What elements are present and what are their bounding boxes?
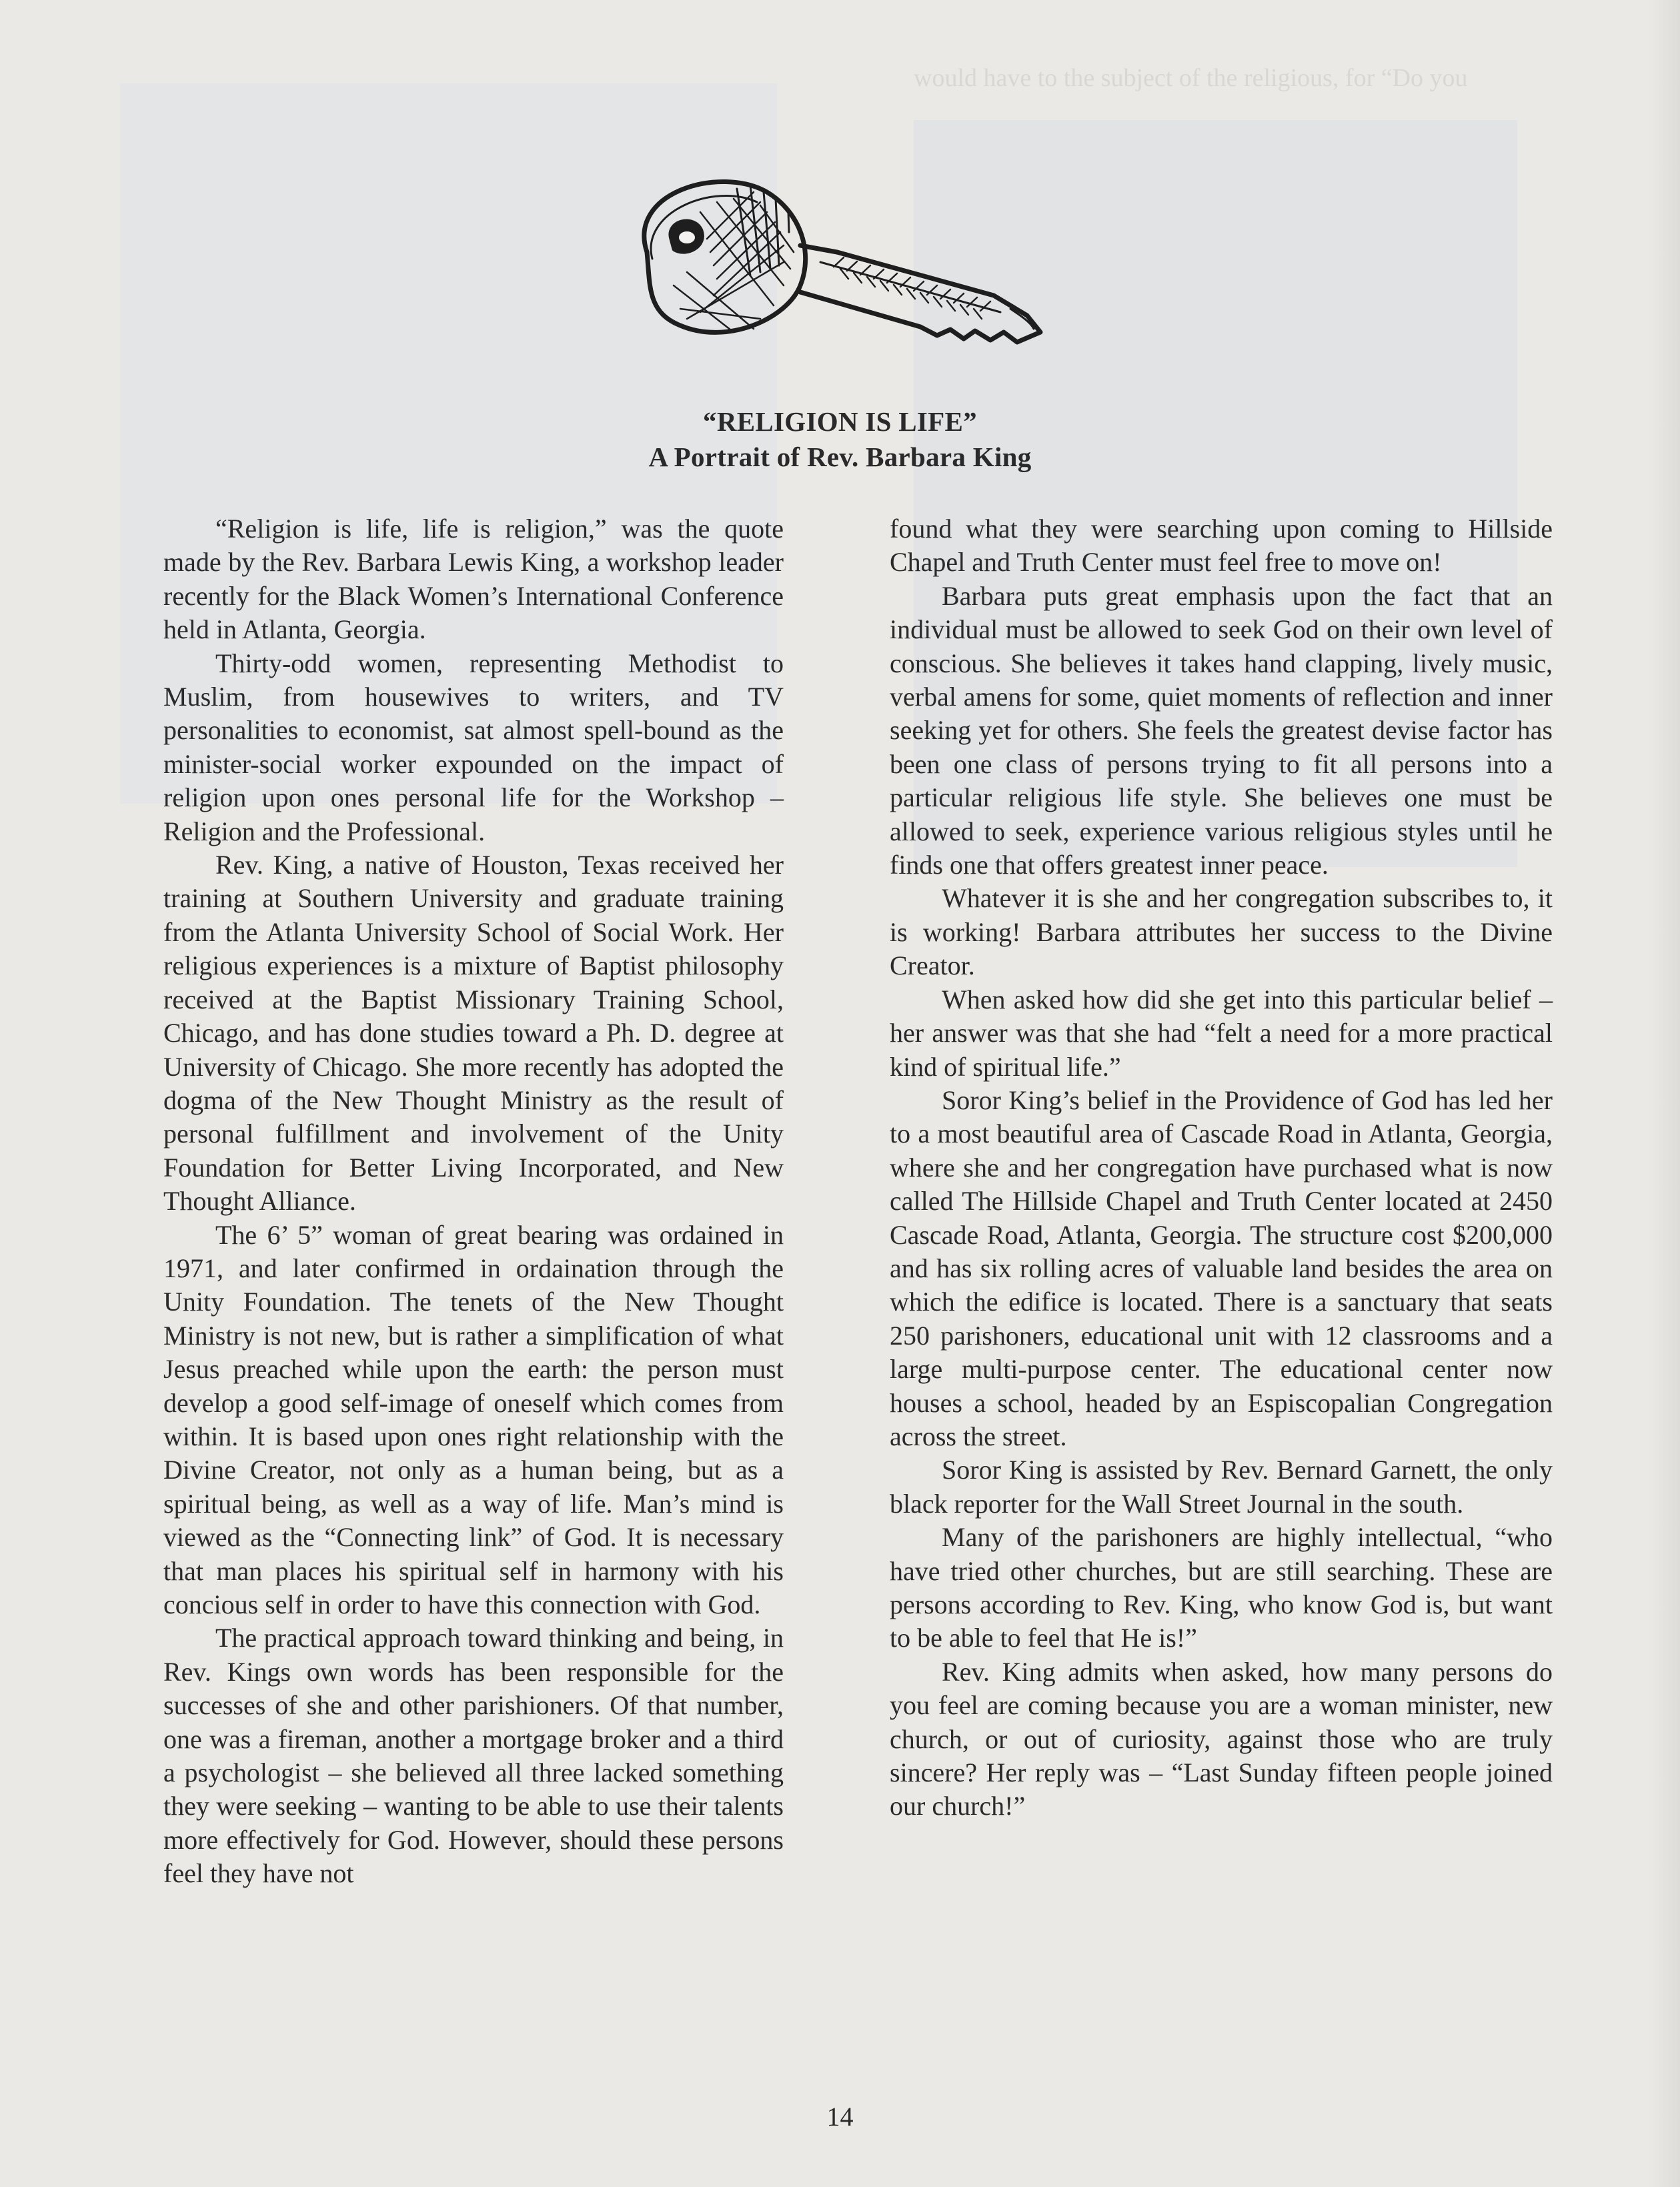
key-illustration bbox=[600, 152, 1067, 379]
article-subtitle: A Portrait of Rev. Barbara King bbox=[648, 442, 1032, 472]
page-number: 14 bbox=[826, 2102, 854, 2132]
left-column bbox=[163, 512, 784, 1891]
paragraph: Barbara puts great emphasis upon the fact that an individual must be allowed to seek God on their own level of conscious. She believes it takes hand clapping, lively music, verbal amens for some, quiet moments of reflection and inner seeking yet for others. She feels the greatest devise factor has been one class of persons trying to fit all persons into a particular religious life style. She believes one must be allowed to seek, experience various religious styles until he finds one that offers greatest inner peace. bbox=[890, 580, 1553, 880]
paragraph: Rev. King admits when asked, how many persons do you feel are coming because you are a woman minister, new church, or out of curiosity, against those who are truly sincere? Her reply was – “Last Sunday fifteen people joined our church!” bbox=[890, 1656, 1553, 1821]
paragraph: Whatever it is she and her congregation subscribes to, it is working! Barbara attributes her success to the Divine Creator. bbox=[890, 883, 1553, 981]
paragraph: Soror King’s belief in the Providence of God has led her to a most beautiful area of Cascade Road in Atlanta, Georgia, where she and her congregation have purchased what is now called The Hillside Chapel and Truth Center located at 2450 Cascade Road, Atlanta, Georgia. The structure cost $200,000 and has six rolling acres of valuable land besides the area on which the edifice is located. There is a sanctuary that seats 250 parishoners, educational unit with 12 classrooms and a large multi-purpose center. The educational center now houses a school, headed by an Espiscopalian Congregation across the street. bbox=[890, 1084, 1553, 1451]
paragraph: Soror King is assisted by Rev. Bernard Garnett, the only black reporter for the Wall Street Journal in the south. bbox=[890, 1455, 1553, 1519]
right-column bbox=[890, 512, 1553, 1824]
paragraph: Many of the parishoners are highly intellectual, “who have tried other churches, but are still searching. These are persons according to Rev. King, who know God is, but want to be able to feel that He is!” bbox=[890, 1522, 1553, 1653]
paragraph: The practical approach toward thinking and being, in Rev. Kings own words has been responsible for the successes of she and other parishioners. Of that number, one was a fireman, another a mortgage broker and a third a psychologist – she believed all three lacked something they were seeking – wanting to be able to use their talents more effectively for God. However, should these persons feel they have not bbox=[163, 1623, 784, 1889]
bleed-through-text: would have to the subject of the religious, for “Do you bbox=[914, 64, 1468, 92]
paragraph-continuation: found what they were searching upon coming to Hillside Chapel and Truth Center must feel free to move on! bbox=[890, 514, 1553, 578]
paragraph: “Religion is life, life is religion,” was the quote made by the Rev. Barbara Lewis King, a workshop leader recently for the Black Women’s International Conference held in Atlanta, Georgia. bbox=[163, 514, 784, 645]
article-title: “RELIGION IS LIFE” bbox=[703, 406, 977, 437]
paragraph: The 6’ 5” woman of great bearing was ordained in 1971, and later confirmed in ordaination through the Unity Foundation. The tenets of the New Thought Ministry is not new, but is rather a simplification of what Jesus preached while upon the earth: the person must develop a good self-image of oneself which comes from within. It is based upon ones right relationship with the Divine Creator, not only as a human being, but as a spiritual being, as well as a way of life. Man’s mind is viewed as the “Connecting link” of God. It is necessary that man places his spiritual self in harmony with his concious self in order to have this connection with God. bbox=[163, 1219, 784, 1619]
page-edge-shadow bbox=[1649, 0, 1680, 2187]
paragraph: Thirty-odd women, representing Methodist to Muslim, from housewives to writers, and TV personalities to economist, sat almost spell-bound as the minister-social worker expounded on the impact of religion upon ones personal life for the Workshop – Religion and the Professional. bbox=[163, 648, 784, 846]
paragraph: Rev. King, a native of Houston, Texas received her training at Southern University and graduate training from the Atlanta University School of Social Work. Her religious experiences is a mixture of Baptist philosophy received at the Baptist Missionary Training School, Chicago, and has done studies toward a Ph. D. degree at University of Chicago. She more recently has adopted the dogma of the New Thought Ministry as the result of personal fulfillment and involvement of the Unity Foundation for Better Living Incorporated, and New Thought Alliance. bbox=[163, 850, 784, 1217]
paragraph: When asked how did she get into this particular belief – her answer was that she had “felt a need for a more practical kind of spiritual life.” bbox=[890, 984, 1553, 1082]
